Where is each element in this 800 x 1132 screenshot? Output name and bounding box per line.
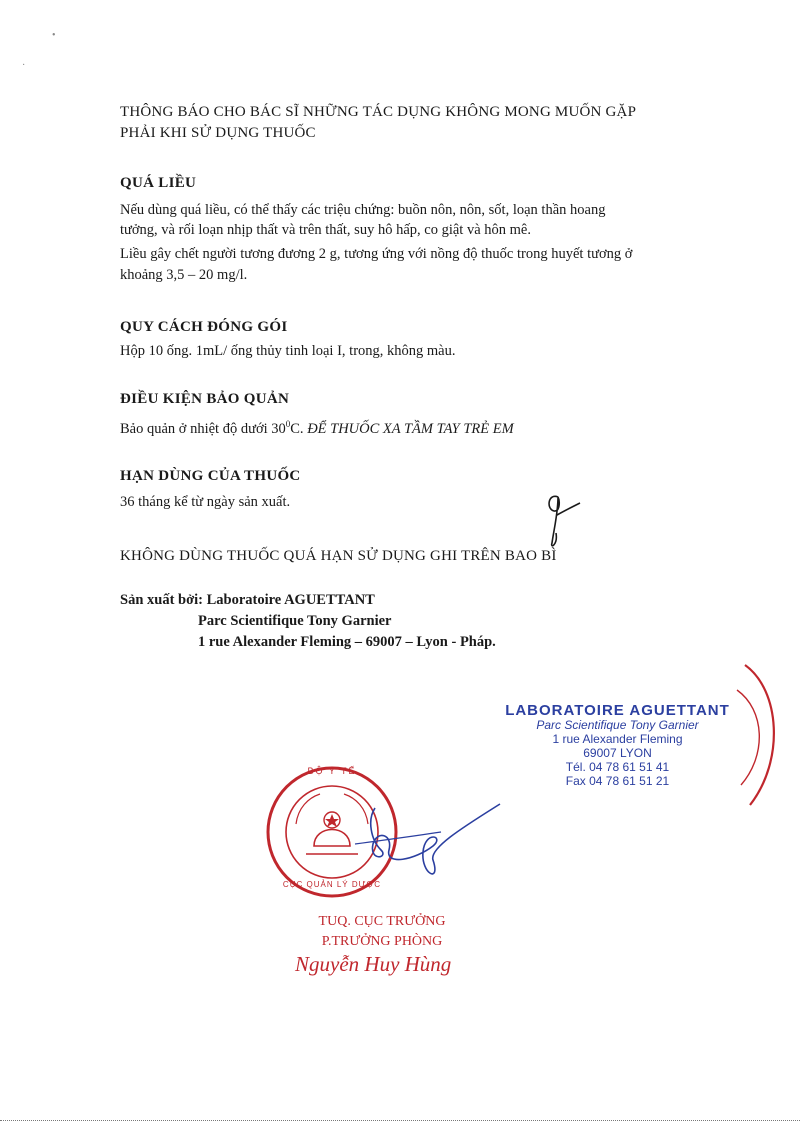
official-signature bbox=[345, 800, 505, 895]
page-bottom-edge bbox=[0, 1120, 800, 1121]
overdose-title: QUÁ LIỀU bbox=[120, 175, 197, 191]
expiry-warning: KHÔNG DÙNG THUỐC QUÁ HẠN SỬ DỤNG GHI TRÊN BAO BÌ bbox=[120, 548, 557, 564]
stamp-phone: Tél. 04 78 61 51 41 bbox=[565, 760, 670, 774]
scan-speck: • bbox=[52, 30, 56, 41]
stamp-line-1: Parc Scientifique Tony Garnier bbox=[536, 718, 699, 732]
storage-unit: C. bbox=[290, 420, 304, 437]
overdose-text-1a: Nếu dùng quá liều, có thể thấy các triệu chứng: buồn nôn, nôn, sốt, loạn thần hoang bbox=[120, 202, 606, 218]
stamp-line-2: 1 rue Alexander Fleming bbox=[552, 732, 683, 746]
signatory-line-1: TUQ. CỤC TRƯỞNG bbox=[318, 914, 446, 929]
children-warning: ĐỂ THUỐC XA TẦM TAY TRẺ EM bbox=[307, 420, 514, 437]
stamp-line-3: 69007 LYON bbox=[583, 746, 652, 760]
notice-line-2: PHẢI KHI SỬ DỤNG THUỐC bbox=[120, 125, 316, 141]
company-stamp bbox=[490, 704, 745, 788]
degree-sup: 0 bbox=[285, 419, 291, 429]
stamp-company-name: LABORATOIRE AGUETTANT bbox=[505, 702, 730, 719]
signatory-name: Nguyễn Huy Hùng bbox=[295, 952, 452, 976]
overdose-text-2a: Liều gây chết người tương đương 2 g, tương ứng với nồng độ thuốc trong huyết tương ở bbox=[120, 246, 633, 262]
packaging-title: QUY CÁCH ĐÓNG GÓI bbox=[120, 319, 288, 335]
signatory-line-2: P.TRƯỞNG PHÒNG bbox=[321, 934, 443, 949]
overdose-text-2b: khoảng 3,5 – 20 mg/l. bbox=[120, 267, 248, 283]
packaging-text: Hộp 10 ống. 1mL/ ống thủy tinh loại I, trong, không màu. bbox=[120, 343, 456, 359]
manufacturer-address-1: Parc Scientifique Tony Garnier bbox=[198, 613, 392, 629]
shelf-life-title: HẠN DÙNG CỦA THUỐC bbox=[120, 468, 301, 484]
storage-title: ĐIỀU KIỆN BẢO QUẢN bbox=[120, 391, 290, 407]
partial-red-seal bbox=[735, 660, 795, 810]
notice-line-1: THÔNG BÁO CHO BÁC SĨ NHỮNG TÁC DỤNG KHÔNG MONG MUỐN GẶP bbox=[120, 104, 637, 120]
storage-text bbox=[120, 413, 514, 440]
manufacturer-name: Laboratoire AGUETTANT bbox=[206, 592, 375, 608]
manufacturer-block bbox=[120, 590, 375, 610]
scan-speck: · bbox=[22, 60, 26, 71]
storage-text-prefix: Bảo quản ở nhiệt độ dưới 30 bbox=[120, 420, 286, 437]
shelf-life-text: 36 tháng kể từ ngày sản xuất. bbox=[120, 494, 291, 510]
manufacturer-label: Sản xuất bởi: bbox=[120, 592, 203, 608]
seal-bottom-text: CỤC QUẢN LÝ DƯỢC bbox=[282, 880, 382, 889]
overdose-text-1b: tưởng, và rối loạn nhịp thất và trên thất, suy hô hấp, co giật và hôn mê. bbox=[120, 222, 531, 238]
seal-top-text: BỘ Y TẾ bbox=[307, 766, 357, 776]
stamp-fax: Fax 04 78 61 51 21 bbox=[565, 774, 670, 788]
manufacturer-address-2: 1 rue Alexander Fleming – 69007 – Lyon - Pháp. bbox=[198, 634, 496, 650]
